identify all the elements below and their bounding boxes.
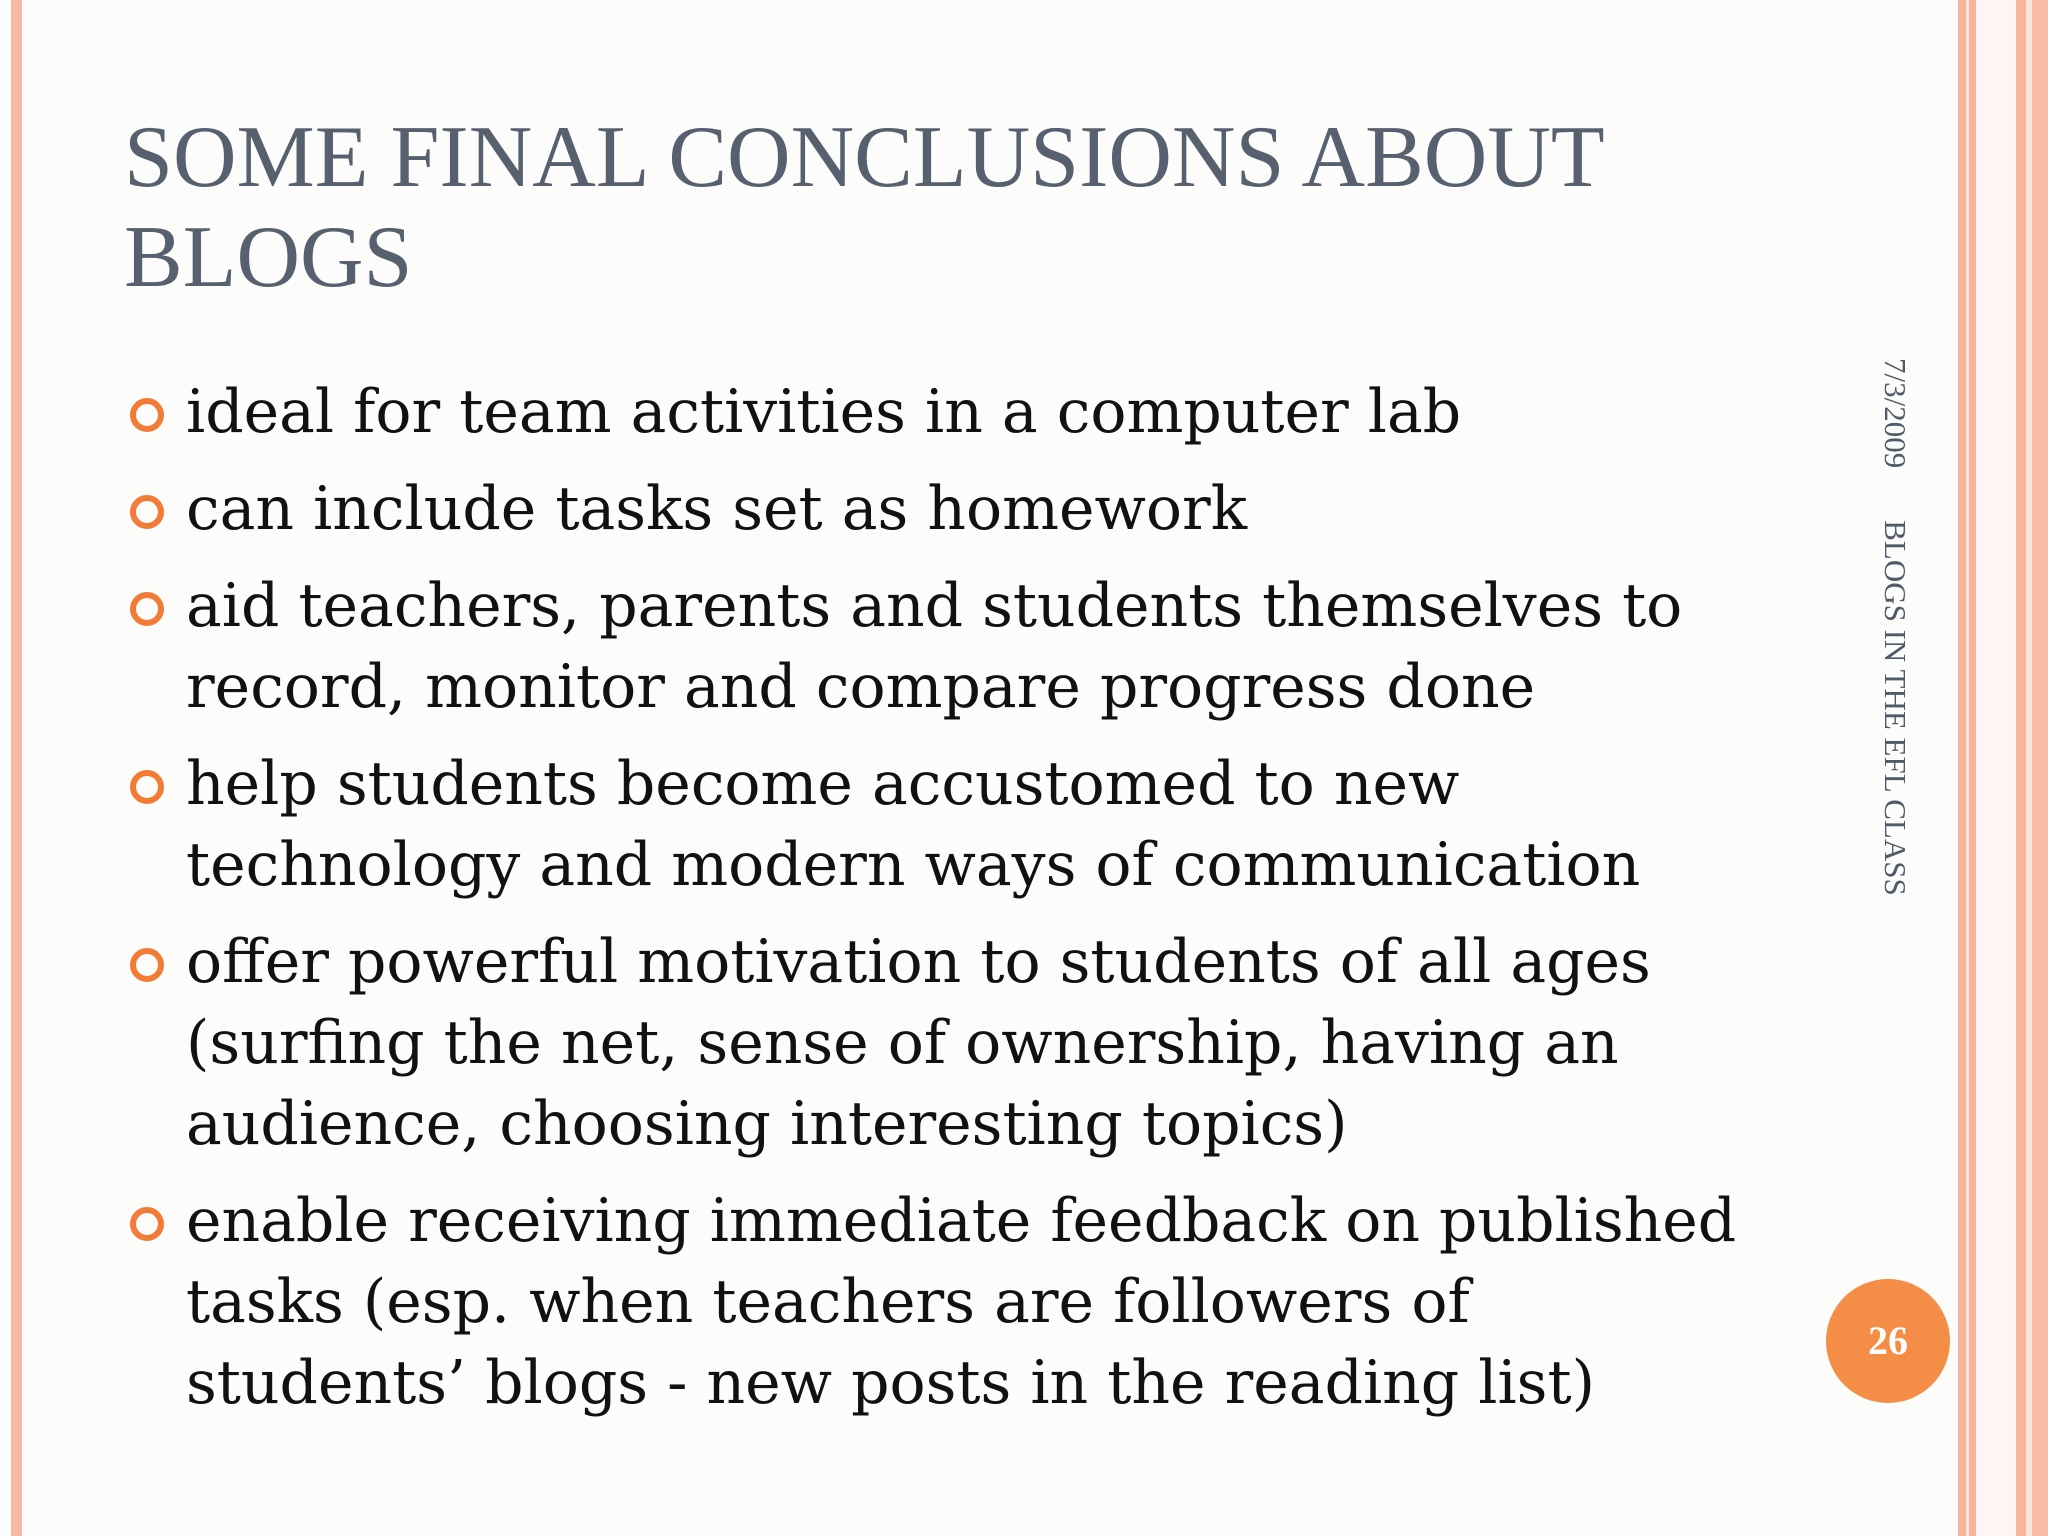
bullet-text: aid teachers, parents and students themselves to record, monitor and compare progress done xyxy=(186,571,1683,722)
slide-title: SOME FINAL CONCLUSIONS ABOUT BLOGS xyxy=(124,109,1604,306)
ring-bullet-icon xyxy=(130,1207,164,1241)
ring-bullet-icon xyxy=(130,398,164,432)
bullet-text: can include tasks set as homework xyxy=(186,474,1248,544)
slide-date: 7/3/2009 xyxy=(1878,358,1913,469)
bullet-text: offer powerful motivation to students of all ages (surfing the net, sense of ownership, having an audience, choosing interesting topics) xyxy=(186,927,1651,1159)
ring-bullet-icon xyxy=(130,948,164,982)
page-number-badge: 26 xyxy=(1826,1279,1950,1403)
left-border-stripe xyxy=(11,0,22,1536)
bullet-list xyxy=(124,372,1764,1440)
bullet-text: help students become accustomed to new technology and modern ways of communication xyxy=(186,749,1641,900)
bullet-item xyxy=(124,469,1764,550)
bullet-item xyxy=(124,372,1764,453)
right-border-stripes xyxy=(1958,0,2048,1536)
presentation-footer: BLOGS IN THE EFL CLASS xyxy=(1878,520,1913,896)
bullet-item xyxy=(124,566,1764,728)
bullet-item xyxy=(124,1181,1764,1424)
ring-bullet-icon xyxy=(130,592,164,626)
bullet-text: enable receiving immediate feedback on published tasks (esp. when teachers are followers of students’ blogs - new posts in the reading list) xyxy=(186,1186,1737,1418)
vertical-footer xyxy=(1873,358,1917,1158)
bullet-item xyxy=(124,744,1764,906)
bullet-item xyxy=(124,922,1764,1165)
ring-bullet-icon xyxy=(130,770,164,804)
ring-bullet-icon xyxy=(130,495,164,529)
bullet-text: ideal for team activities in a computer lab xyxy=(186,377,1462,447)
